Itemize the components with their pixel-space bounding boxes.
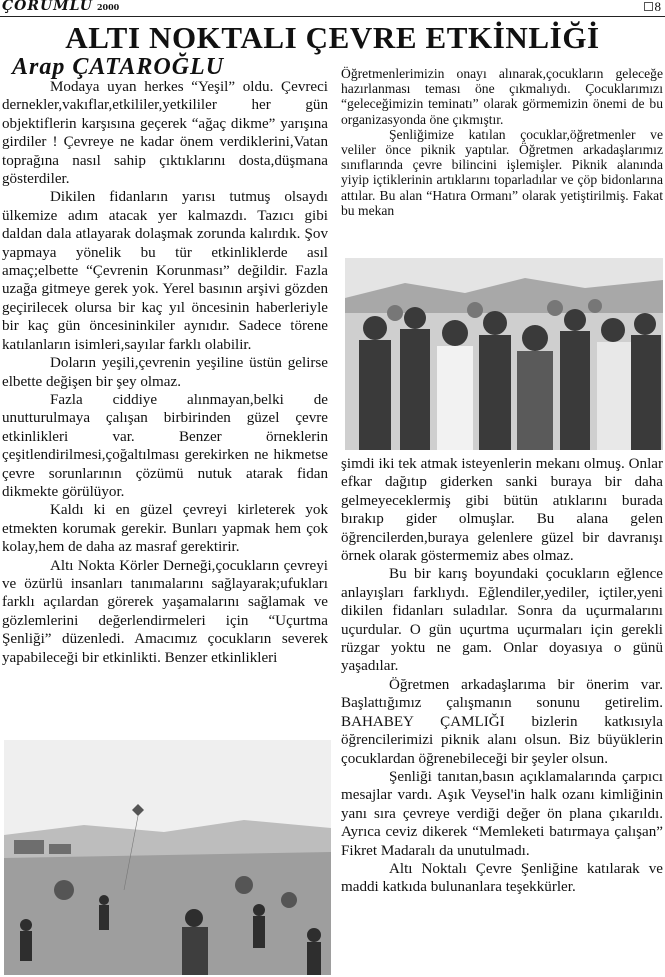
paragraph: Altı Nokta Körler Derneği,çocukların çevreyi ve özürlü insanları tanımalarını sağlayarak;ufukları farklı açılardan görerek yaşamalarını sağlamak ve gözlemlerini değerlendirmeleri için “Uçurtma Şenliği” düzenledi. Amacımız çocukların severek yapabileceği bir etkinlikti. Benzer etkinlikleri bbox=[2, 557, 328, 666]
article-title: ALTI NOKTALI ÇEVRE ETKİNLİĞİ bbox=[65, 20, 600, 55]
column-left bbox=[2, 78, 328, 816]
crowd-photo-image bbox=[345, 258, 663, 450]
page-header bbox=[0, 0, 665, 17]
crowd-photo bbox=[345, 258, 663, 450]
article-author: Arap ÇATAROĞLU bbox=[12, 54, 225, 80]
year-label: 2000 bbox=[96, 2, 120, 12]
paragraph: Şenliğimize katılan çocuklar,öğretmenler ve veliler önce piknik yaptılar. Öğretmen arkadaşlarımız sınıflarında çevre bilincini işlemişler. Piknik alanında yiyip içtiklerinin artıklarını toparladılar ve çöp bidonlarına attılar. Bu alan “Hatıra Ormanı” olarak yetiştirilmiş. Fakat bu mekan bbox=[341, 126, 663, 218]
column-right-bottom bbox=[341, 455, 663, 975]
paragraph: Modaya uyan herkes “Yeşil” oldu. Çevreci dernekler,vakıflar,etkililer,yetkililer her gün objektiflerin karşısına geçerek “ağaç dikme” yarışına girdiler ! Çevreye ne kadar önem verdiklerini,Vatan toprağına nasıl sahip çıktıklarını dosta,düşmana gösterdiler. bbox=[2, 79, 328, 188]
paragraph: Fazla ciddiye alınmayan,belki de unutturulmaya çalışan birbirinden güzel çevre etkinlikleri var. Benzer örneklerin çeşitlendirilmesi,çoğaltılması gerekirken ne hikmetse çevre sorunlarının çözümü nutuk atarak fidan dikmekte görülüyor. bbox=[2, 391, 328, 500]
kite-field-photo bbox=[4, 740, 331, 975]
paragraph: Doların yeşili,çevrenin yeşiline üstün gelirse elbette değişen bir şey olmaz. bbox=[2, 355, 328, 390]
paragraph: Öğretmen arkadaşlarıma bir önerim var. Başlattığımız çalışmanın sonunu getirelim. BAHABEY ÇAMLIĞI bizlerin katkısıyla öğrencilerimizi piknik alanı olsun. Biz büyüklerin çocuklardan öğrenebileceği bir şeyler olsun. bbox=[341, 676, 663, 767]
paragraph: Altı Noktalı Çevre Şenliğine katılarak ve maddi katkıda bulunanlara teşekkürler. bbox=[341, 860, 663, 896]
page-number: 8 bbox=[644, 0, 662, 15]
magazine-name: ÇORUMLU 2000 bbox=[2, 0, 120, 14]
paragraph: Dikilen fidanların yarısı tutmuş olsaydı ülkemize adım atacak yer kalmazdı. Tazıcı gibi daldan dala atlayarak dolaşmak zorunda kalırdık. Şov yapmaya yönelik bu tür etkinliklerde asıl amaç;elbette “Çevrenin Korunması” değildir. Fazla uzağa gitmeye gerek yok. Yerel basının arşivi gözden geçirilecek olursa bir kaç yıl öncesinin haberleriyle bir kaç gün öncesininkiler aynıdır. Sadece törene katılanların isimleri,sayılar farklı olabilir. bbox=[2, 189, 328, 353]
paragraph: Kaldı ki en güzel çevreyi kirleterek yok etmekten korumak gerekir. Bunları yapmak hem çok kolay,hem de daha az masraf gerektirir. bbox=[2, 502, 328, 556]
kite-field-photo-image bbox=[4, 740, 331, 975]
square-icon bbox=[644, 2, 653, 11]
column-right-top bbox=[341, 66, 663, 252]
paragraph: Bu bir karış boyundaki çocukların eğlence anlayışları farklıydı. Eğlendiler,yediler, içtiler,yeni dikilen fidanları suladılar. Sonra da uçurmalarını uçurdular. O gün uçurtma uçurmaları için gerekli rüzgar yoktu ne gam. Onlar doyasıya o günü yaşadılar. bbox=[341, 566, 663, 675]
paragraph: Şenliği tanıtan,basın açıklamalarında çarpıcı mesajlar vardı. Aşık Veysel'in halk ozanı kimliğinin yanı sıra çevreye verdiği değer ön plana çıkarıldı. Ayrıca ceviz dikerek “Memleketi batırmaya çalışan” Fikret Madaralı da unutulmadı. bbox=[341, 768, 663, 859]
paragraph: şimdi iki tek atmak isteyenlerin mekanı olmuş. Onlar efkar dağıtıp giderken sanki buraya bir daha gelmeyeceklermiş gibi bütün atıklarını burada bırakıp gider olmuşlar. Bu alana gelen öğrencilerden,buraya gelenlere güzel bir davranışı örnek olarak göstermemiz abes olmaz. bbox=[341, 456, 663, 565]
paragraph: Öğretmenlerimizin onayı alınarak,çocukların geleceğe hazırlanması teması öne çıkmalıydı. Çocuklarımızı “geleceğimizin teminatı” olarak görmemizin önemi de bu organizasyonda öne çıkmıştır. bbox=[341, 66, 663, 127]
